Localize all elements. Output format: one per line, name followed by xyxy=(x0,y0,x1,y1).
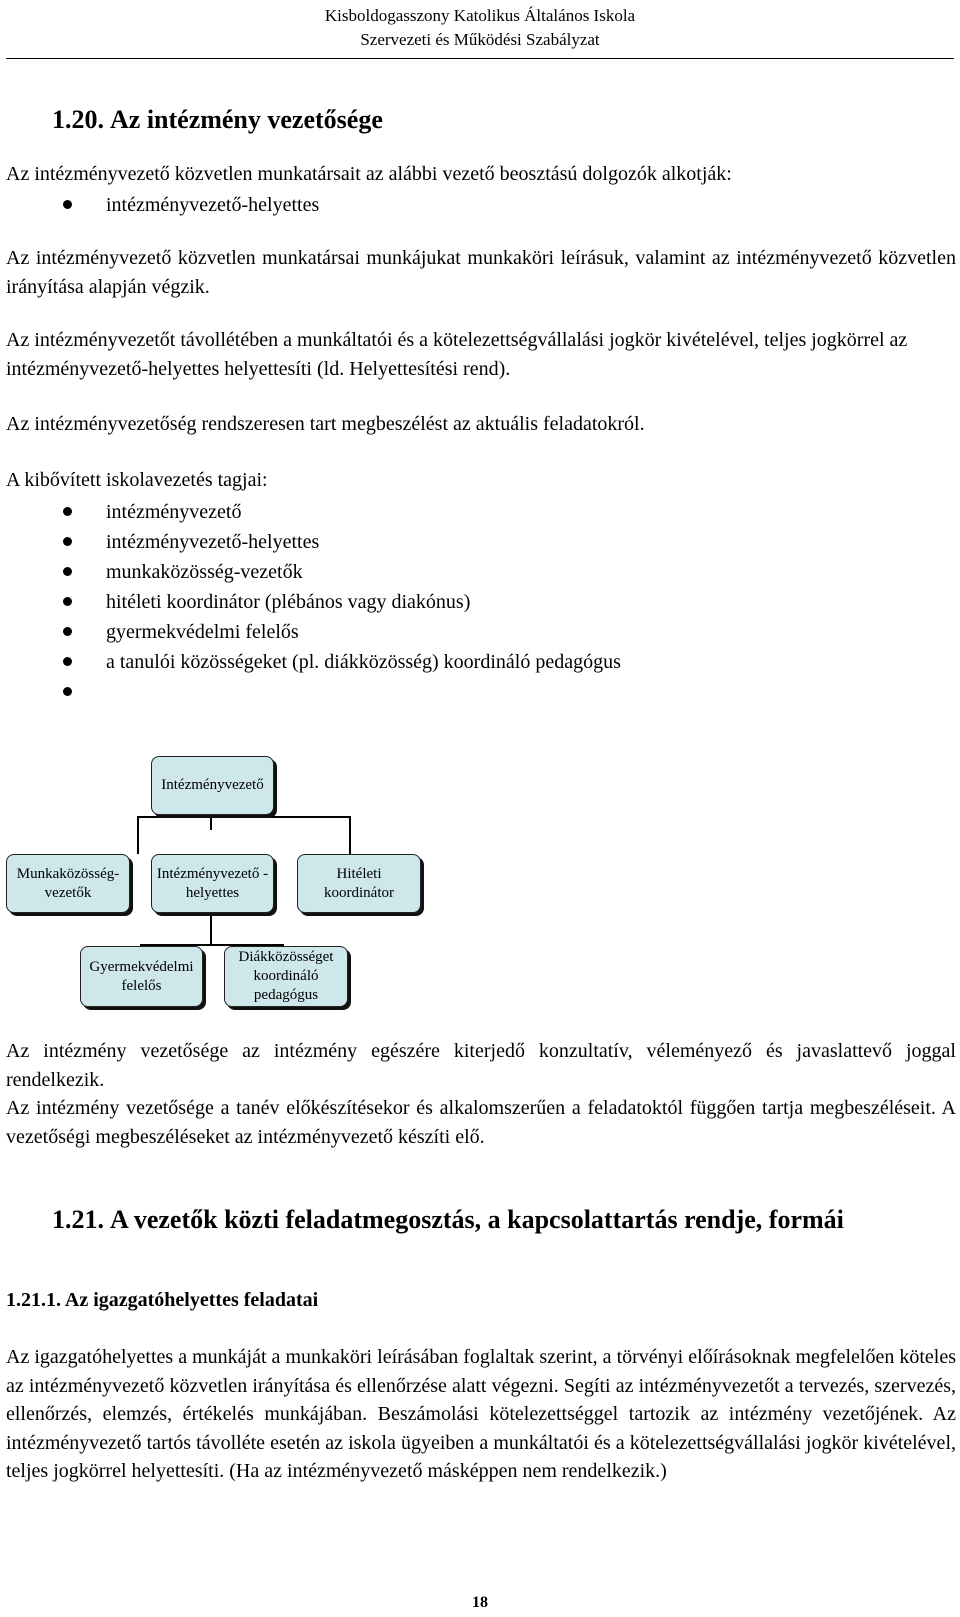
staff-list xyxy=(0,190,319,220)
list-item: intézményvezető-helyettes xyxy=(0,527,621,557)
org-node-munkakozosseg-vezetok: Munkaközösség-vezetők xyxy=(6,854,130,913)
bullet-icon xyxy=(63,597,72,606)
bullet-icon xyxy=(63,537,72,546)
section-title: Az intézmény vezetősége xyxy=(110,105,383,134)
extended-management-list xyxy=(0,497,621,707)
section-heading-1-20 xyxy=(52,103,383,137)
section-title: A vezetők közti feladatmegosztás, a kapcsolattartás rendje, formái xyxy=(110,1205,844,1234)
intro-paragraph: Az intézményvezető közvetlen munkatársait az alábbi vezető beosztású dolgozók alkotják: xyxy=(6,163,732,185)
bullet-icon xyxy=(63,687,72,696)
section-heading-1-21 xyxy=(52,1203,844,1237)
header-document-title: Szervezeti és Működési Szabályzat xyxy=(360,30,600,49)
bullet-icon xyxy=(63,627,72,636)
connector-line xyxy=(210,913,212,945)
paragraph-deputy-duties: Az igazgatóhelyettes a munkáját a munkaköri leírásában foglaltak szerint, a törvényi előírásoknak megfelelően köteles az intézményvezető közvetlen irányítása és ellenőrzése alatt végezni. Segíti az intézményvezetőt a tervezés, szervezés, ellenőrzés, elemzés, értékelés munkájában. Beszámolási kötelezettséggel tartozik az intézmény vezetőjének. Az intézményvezető tartós távolléte esetén az iskola ügyeiben a munkáltatói és a kötelezettségvállalási jogkör kivételével, teljes jogkörrel helyettesíti. (Ha az intézményvezető másképpen nem rendelkezik.) xyxy=(6,1346,956,1483)
org-node-intezmenyvezeto: Intézményvezető xyxy=(151,756,274,815)
paragraph-substitution: Az intézményvezetőt távollétében a munkáltatói és a kötelezettségvállalási jogkör kivételével, teljes jogkörrel az intézményvezető-helyettes helyettesíti (ld. Helyettesítési rend). xyxy=(6,329,908,380)
paragraph-meeting-schedule: Az intézmény vezetősége a tanév előkészítésekor és alkalomszerűen a feladatoktól függően tartja megbeszéléseit. A vezetőségi megbeszéléseket az intézményvezető készíti elő. xyxy=(6,1097,956,1148)
connector-line xyxy=(137,816,139,854)
paragraph-advisory-role: Az intézmény vezetősége az intézmény egészére kiterjedő konzultatív, véleményező és javaslattevő joggal rendelkezik. xyxy=(6,1040,956,1091)
list-item: intézményvezető-helyettes xyxy=(0,190,319,220)
bullet-icon xyxy=(63,567,72,576)
list-item: gyermekvédelmi felelős xyxy=(0,617,621,647)
org-node-hiteleti-koordinator: Hitéleti koordinátor xyxy=(297,854,421,913)
page-header xyxy=(0,4,960,52)
section-number: 1.20. xyxy=(52,105,104,134)
org-node-gyermekvedelmi-felelos: Gyermekvédelmi felelős xyxy=(80,946,203,1007)
bullet-icon xyxy=(63,657,72,666)
header-divider xyxy=(6,58,954,59)
connector-line xyxy=(349,816,351,854)
paragraph-coworkers: Az intézményvezető közvetlen munkatársai munkájukat munkaköri leírásuk, valamint az intézményvezető közvetlen irányítása alapján végzik. xyxy=(6,247,956,298)
org-node-diakkozosseg-koordinalo: Diákközösséget koordináló pedagógus xyxy=(224,946,348,1007)
page-number: 18 xyxy=(472,1594,488,1611)
list-item: intézményvezető xyxy=(0,497,621,527)
paragraph-meetings: Az intézményvezetőség rendszeresen tart megbeszélést az aktuális feladatokról. xyxy=(6,413,645,435)
subsection-heading-1-21-1: 1.21.1. Az igazgatóhelyettes feladatai xyxy=(6,1289,319,1311)
list-item: hitéleti koordinátor (plébános vagy diakónus) xyxy=(0,587,621,617)
list-item: munkaközösség-vezetők xyxy=(0,557,621,587)
bullet-icon xyxy=(63,507,72,516)
connector-line xyxy=(137,816,350,818)
list-item xyxy=(0,677,621,707)
org-node-intezmenyvezeto-helyettes: Intézményvezető -helyettes xyxy=(151,854,274,913)
list-item: a tanulói közösségeket (pl. diákközösség) koordináló pedagógus xyxy=(0,647,621,677)
bullet-icon xyxy=(63,200,72,209)
section-number: 1.21. xyxy=(52,1205,104,1234)
extended-management-intro: A kibővített iskolavezetés tagjai: xyxy=(6,469,268,491)
header-school-name: Kisboldogasszony Katolikus Általános Iskola xyxy=(324,6,636,25)
